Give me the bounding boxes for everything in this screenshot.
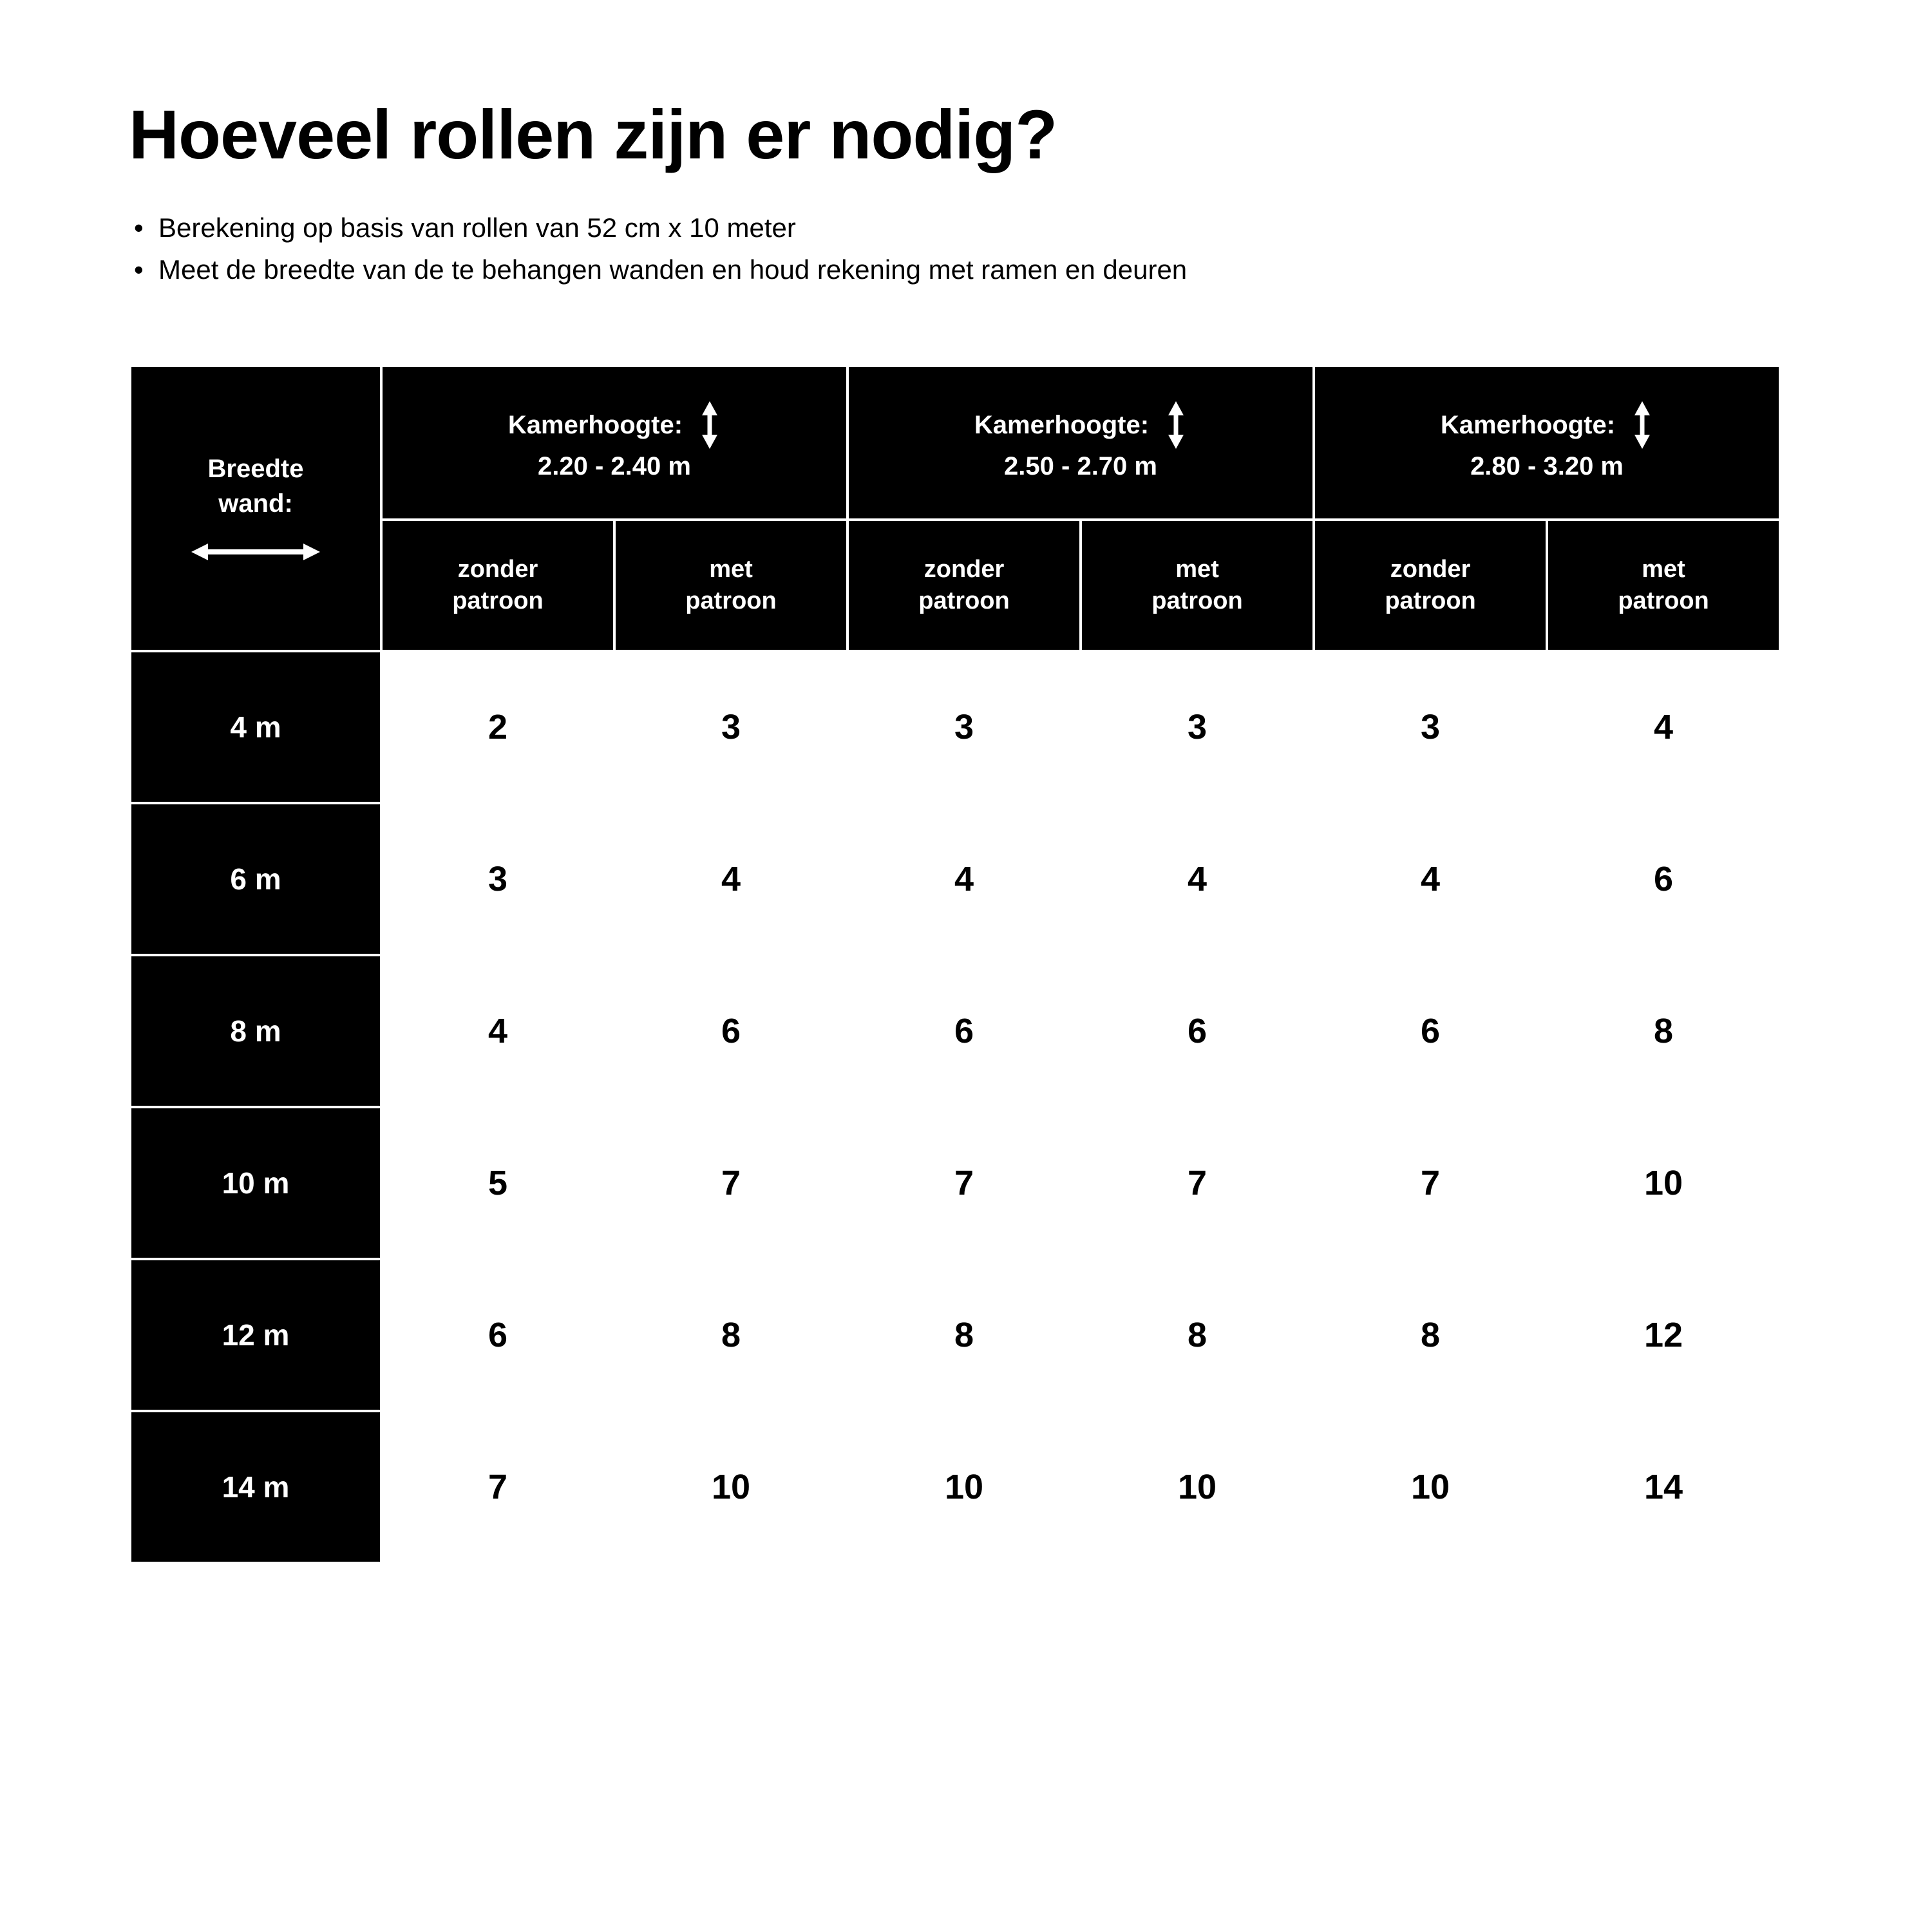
table-cell: 4 [848,803,1081,955]
table-body [130,651,1780,1563]
table-cell: 10 [1314,1411,1547,1563]
table-cell: 7 [381,1411,614,1563]
table-cell: 8 [1314,1259,1547,1411]
table-row [130,1411,1780,1563]
table-cell: 10 [848,1411,1081,1563]
subheader-col-6 [1547,520,1780,651]
row-label: 12 m [130,1259,381,1411]
table-cell: 14 [1547,1411,1780,1563]
table-cell: 7 [848,1107,1081,1259]
subheader-col-3 [848,520,1081,651]
table-row [130,1107,1780,1259]
group-range: 2.80 - 3.20 m [1470,452,1624,481]
table-cell: 12 [1547,1259,1780,1411]
subheader-col-1 [381,520,614,651]
table-cell: 4 [381,955,614,1107]
table-cell: 10 [1081,1411,1314,1563]
subheader-line1: zonder [923,555,1005,583]
subheader-line1: met [709,555,753,583]
table-cell: 4 [1547,651,1780,803]
table-cell: 8 [848,1259,1081,1411]
subheader-line2: patroon [452,587,544,614]
table-cell: 7 [614,1107,848,1259]
corner-label-line2: wand: [218,489,293,518]
subheader-line2: patroon [1385,587,1476,614]
table-cell: 7 [1314,1107,1547,1259]
group-label: Kamerhoogte: [507,411,683,440]
group-range: 2.20 - 2.40 m [538,452,691,481]
column-group-height-3 [1314,366,1780,520]
table-cell: 6 [848,955,1081,1107]
up-down-arrow-icon [699,401,721,449]
up-down-arrow-icon [1631,401,1653,449]
table-row [130,803,1780,955]
table-cell: 6 [381,1259,614,1411]
notes-list [129,207,1803,290]
subheader-line2: patroon [918,587,1010,614]
row-label: 14 m [130,1411,381,1563]
group-label: Kamerhoogte: [1440,411,1616,440]
row-label: 6 m [130,803,381,955]
table-cell: 7 [1081,1107,1314,1259]
page-title: Hoeveel rollen zijn er nodig? [129,95,1057,173]
subheader-col-2 [614,520,848,651]
table-row [130,1259,1780,1411]
table-cell: 3 [1081,651,1314,803]
subheader-line1: zonder [457,555,538,583]
table-cell: 10 [614,1411,848,1563]
group-range: 2.50 - 2.70 m [1004,452,1157,481]
table-cell: 3 [381,803,614,955]
table-cell: 8 [614,1259,848,1411]
table-cell: 4 [1314,803,1547,955]
subheader-line1: met [1642,555,1685,583]
subheader-line1: zonder [1390,555,1471,583]
subheader-line1: met [1175,555,1219,583]
corner-label-line1: Breedte [207,455,304,484]
subheader-line2: patroon [685,587,777,614]
table-cell: 3 [614,651,848,803]
subheader-line2: patroon [1151,587,1243,614]
left-right-arrow-icon [191,539,320,565]
table-cell: 5 [381,1107,614,1259]
subheader-line2: patroon [1618,587,1709,614]
table-cell: 8 [1081,1259,1314,1411]
table-cell: 2 [381,651,614,803]
note-item: • Meet de breedte van de te behangen wanden en houd rekening met ramen en deuren [129,249,1803,290]
table-cell: 4 [614,803,848,955]
subheader-col-5 [1314,520,1547,651]
row-label: 8 m [130,955,381,1107]
table-cell: 4 [1081,803,1314,955]
row-label: 10 m [130,1107,381,1259]
table-cell: 6 [1547,803,1780,955]
table-cell: 8 [1547,955,1780,1107]
up-down-arrow-icon [1165,401,1187,449]
table-cell: 3 [1314,651,1547,803]
column-group-height-2 [848,366,1314,520]
table-header-groups [130,366,1780,520]
table-row [130,955,1780,1107]
row-label: 4 m [130,651,381,803]
table-cell: 3 [848,651,1081,803]
rolls-table-container [129,365,1777,1564]
row-header-corner [130,366,381,651]
note-item: • Berekening op basis van rollen van 52 cm x 10 meter [129,207,1803,249]
column-group-height-1 [381,366,848,520]
subheader-col-4 [1081,520,1314,651]
table-cell: 6 [614,955,848,1107]
table-cell: 6 [1081,955,1314,1107]
group-label: Kamerhoogte: [974,411,1150,440]
rolls-table [129,365,1781,1564]
table-cell: 6 [1314,955,1547,1107]
table-row [130,651,1780,803]
table-cell: 10 [1547,1107,1780,1259]
